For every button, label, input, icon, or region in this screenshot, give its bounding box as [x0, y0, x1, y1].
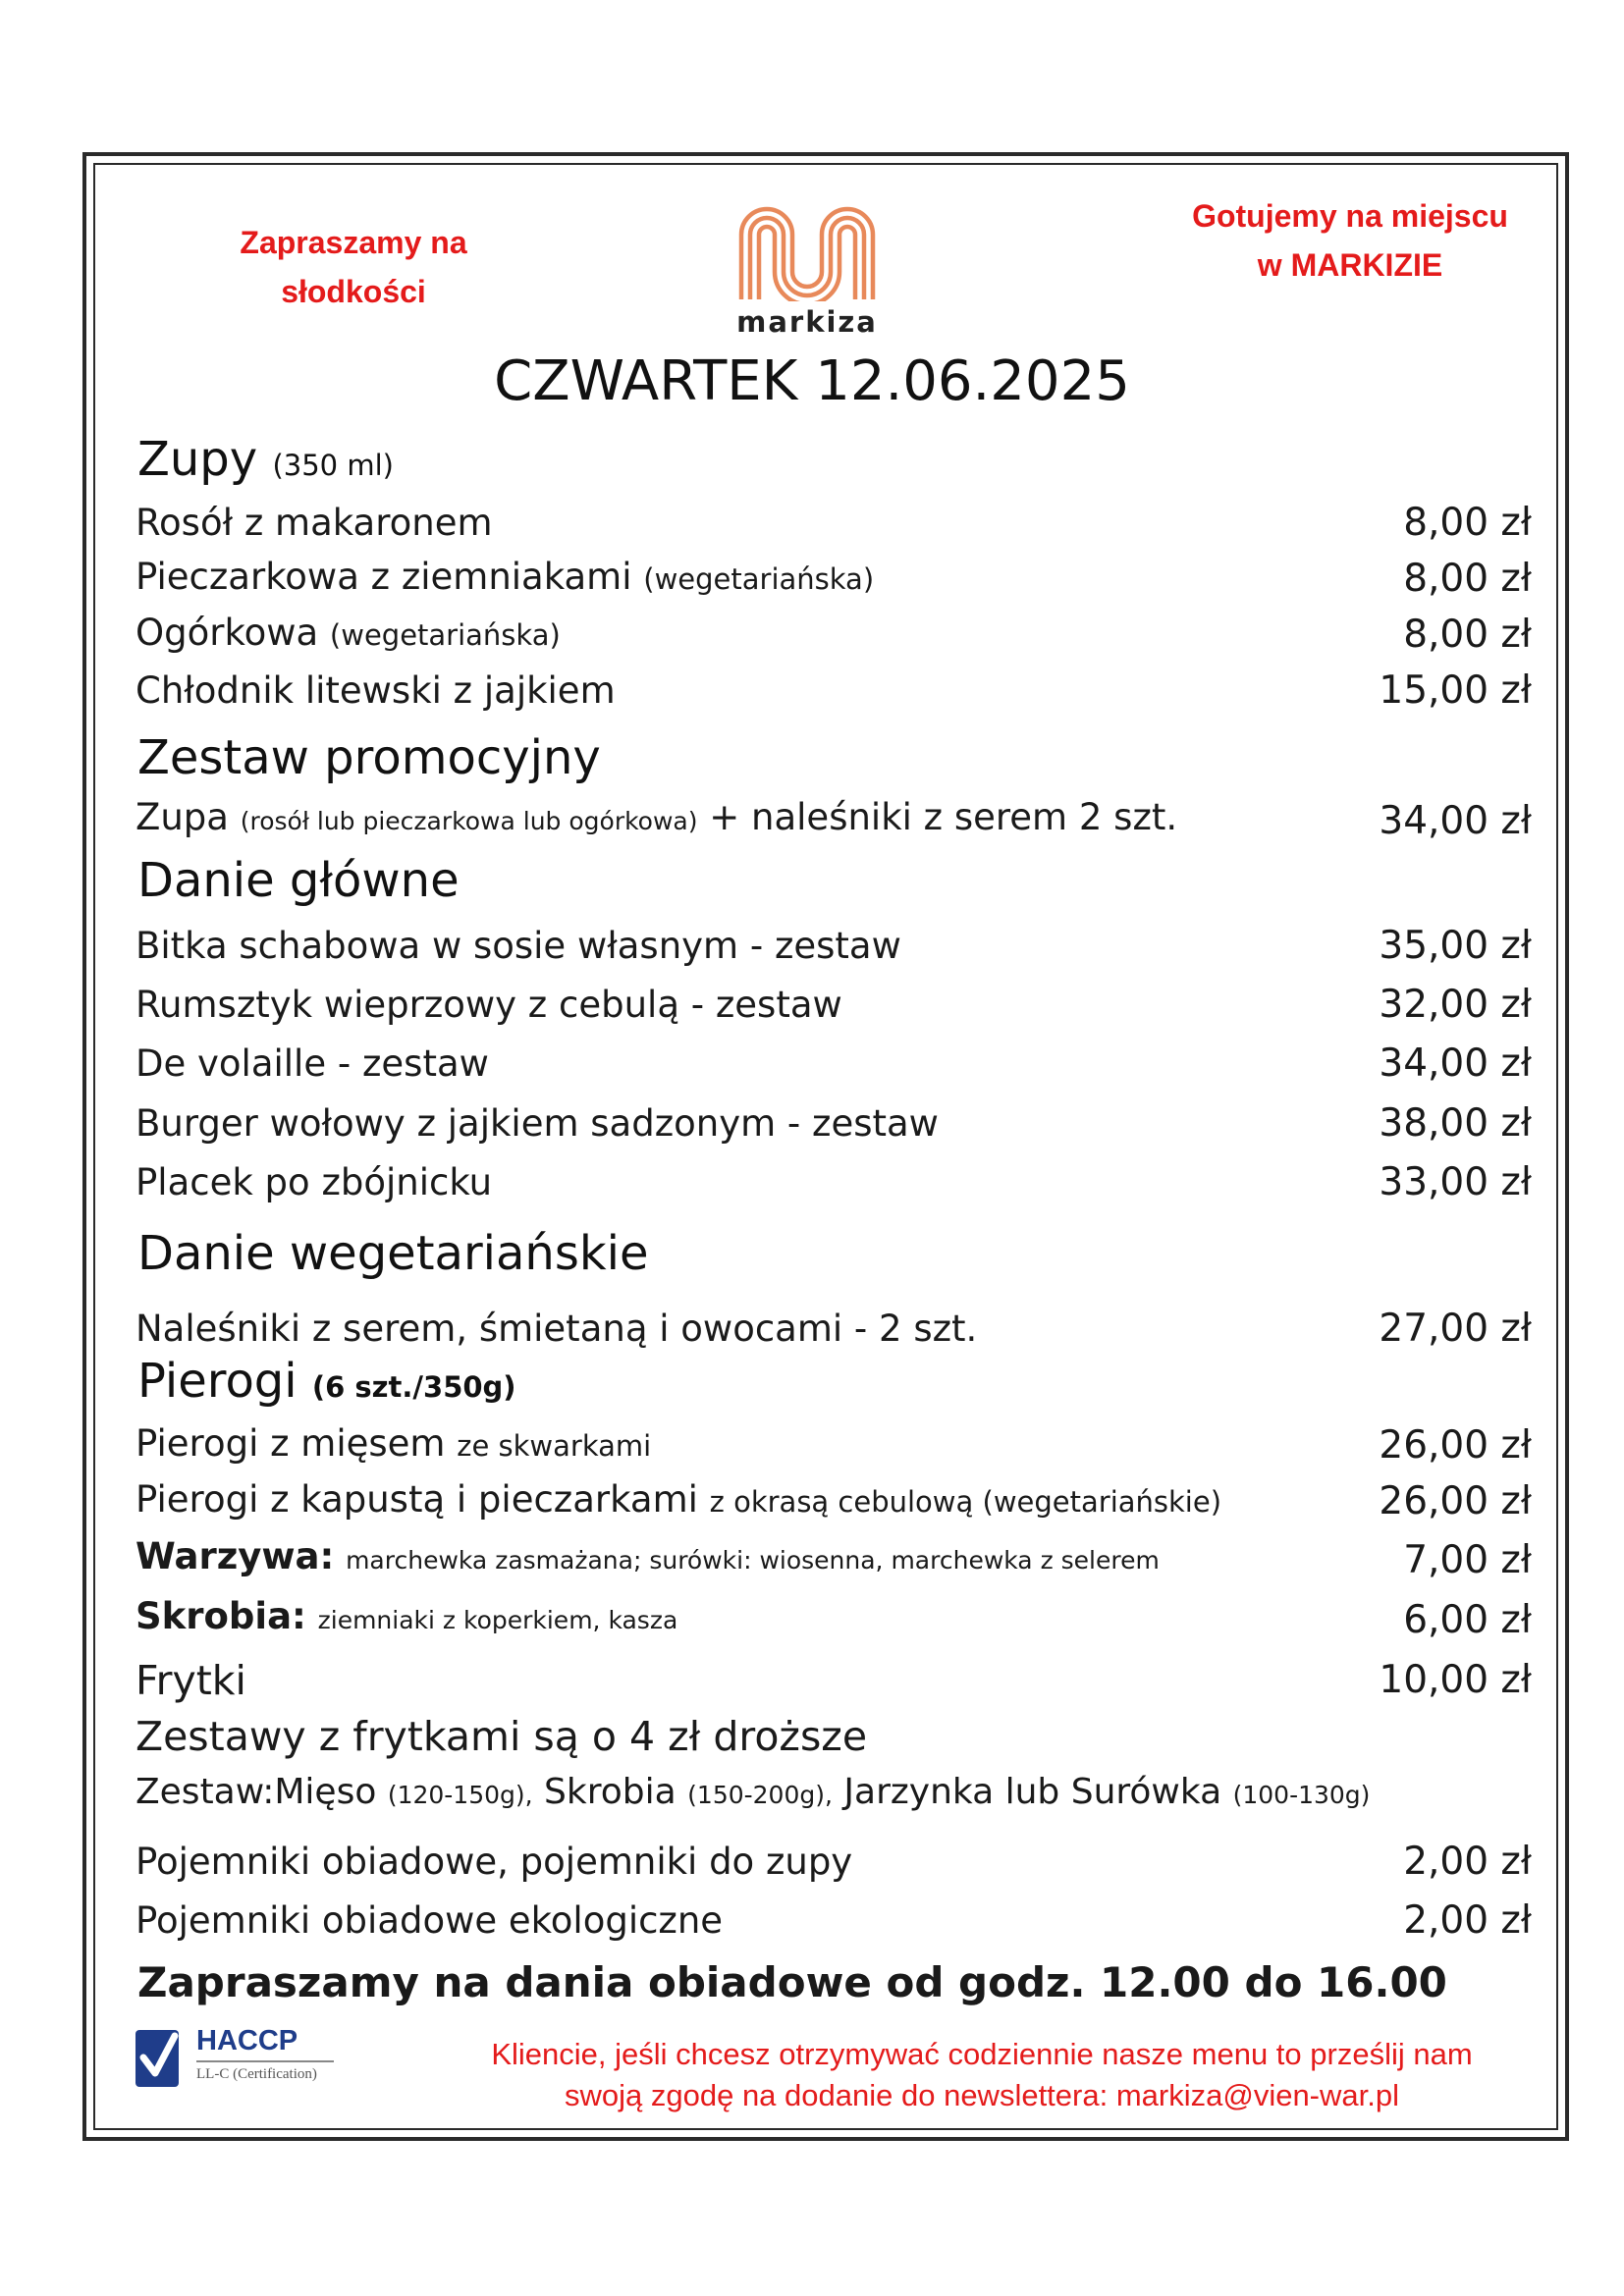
soups-note: (350 ml): [272, 449, 394, 482]
opening-hours: Zapraszamy na dania obiadowe od godz. 12.00 do 16.00: [137, 1958, 1447, 2006]
menu-item-price: 15,00 zł: [1379, 668, 1532, 713]
menu-item: [135, 970, 1532, 1029]
menu-item-name: Frytki: [135, 1657, 246, 1704]
section-title-pierogi: [137, 1352, 516, 1416]
menu-item-name: Pierogi z mięsem: [135, 1422, 446, 1465]
set-composition-row: [135, 1760, 1532, 1819]
haccp-badge: [135, 2025, 342, 2094]
menu-item-name-wrap: [135, 610, 561, 659]
menu-item-name-wrap: [135, 794, 1177, 845]
newsletter-line-1: Kliencie, jeśli chcesz otrzymywać codziennie nasze menu to prześlij nam: [491, 2037, 1473, 2071]
menu-item-name: Pierogi z kapustą i pieczarkami: [135, 1478, 698, 1521]
set-meat-weight: (120-150g),: [387, 1781, 533, 1809]
set-starch: Skrobia: [544, 1772, 677, 1812]
menu-item-note: z okrasą cebulową (wegetariańskie): [709, 1485, 1222, 1519]
menu-item: [135, 600, 1532, 659]
menu-item-price: 26,00 zł: [1379, 1423, 1532, 1468]
menu-item-name-rest: + naleśniki z serem 2 szt.: [709, 796, 1178, 838]
cooking-promo-line-1: Gotujemy na miejscu: [1192, 198, 1508, 234]
menu-item-price: 33,00 zł: [1379, 1160, 1532, 1204]
cooking-promo: [1149, 191, 1551, 290]
menu-item-price: 8,00 zł: [1403, 613, 1532, 657]
menu-date: CZWARTEK 12.06.2025: [494, 349, 1130, 413]
menu-item: [135, 1089, 1532, 1148]
menu-item-name: Ogórkowa: [135, 612, 319, 654]
menu-item-name: Zupa: [135, 796, 229, 838]
sides-veg-label: Warzywa:: [135, 1535, 335, 1577]
menu-item: [135, 656, 1532, 715]
menu-item: [135, 911, 1532, 970]
menu-item-price: 34,00 zł: [1379, 1041, 1532, 1086]
menu-item-price: 32,00 zł: [1379, 983, 1532, 1027]
menu-item: [135, 786, 1532, 845]
menu-item-name-wrap: [135, 1476, 1221, 1525]
menu-item-name-wrap: [135, 554, 874, 603]
menu-item: [135, 1467, 1532, 1525]
sides-starch-text: ziemniaki z koperkiem, kasza: [317, 1606, 678, 1634]
markiza-logo: [729, 201, 886, 339]
haccp-title: HACCP: [196, 2025, 298, 2056]
section-title-mains: Danie główne: [137, 853, 460, 908]
set-starch-weight: (150-200g),: [687, 1781, 833, 1809]
menu-item-note: (wegetariańska): [643, 562, 875, 596]
menu-item-price: 38,00 zł: [1379, 1101, 1532, 1146]
menu-item: [135, 544, 1532, 603]
menu-item-price: 35,00 zł: [1379, 924, 1532, 968]
menu-item-name-wrap: [135, 1593, 677, 1644]
menu-item-name: Bitka schabowa w sosie własnym - zestaw: [135, 925, 901, 967]
sweets-promo-line-1: Zapraszamy na: [240, 225, 467, 260]
menu-item-name: Placek po zbójnicku: [135, 1161, 493, 1203]
menu-item-name-wrap: [135, 1420, 651, 1469]
pierogi-title: Pierogi: [137, 1354, 298, 1409]
sweets-promo: [196, 218, 511, 316]
menu-item-note: ze skwarkami: [457, 1429, 652, 1463]
section-title-soups: [137, 430, 394, 495]
menu-item-price: 8,00 zł: [1403, 501, 1532, 545]
menu-item-price: 34,00 zł: [1379, 799, 1532, 843]
menu-item: [135, 1411, 1532, 1469]
set-composition: [135, 1769, 1370, 1819]
menu-item-name: Pojemniki obiadowe, pojemniki do zupy: [135, 1841, 853, 1883]
menu-item-price: 8,00 zł: [1403, 557, 1532, 601]
set-meat: Mięso: [274, 1772, 377, 1812]
markiza-logo-icon: [733, 201, 881, 301]
pierogi-note: (6 szt./350g): [311, 1370, 516, 1404]
menu-item-name: Pojemniki obiadowe ekologiczne: [135, 1899, 724, 1942]
menu-item: [135, 1029, 1532, 1088]
menu-item-name: Chłodnik litewski z jajkiem: [135, 669, 616, 712]
menu-item: [135, 1645, 1532, 1704]
logo-text: markiza: [736, 305, 878, 339]
menu-item-price: 2,00 zł: [1403, 1898, 1532, 1943]
menu-item-name: Naleśniki z serem, śmietaną i owocami - 2 szt.: [135, 1308, 978, 1350]
menu-item-name: Rumsztyk wieprzowy z cebulą - zestaw: [135, 984, 842, 1026]
newsletter-note: [412, 2034, 1551, 2116]
menu-item: [135, 1585, 1532, 1644]
fries-note: Zestawy z frytkami są o 4 zł droższe: [135, 1713, 868, 1760]
menu-item-price: 26,00 zł: [1379, 1479, 1532, 1523]
haccp-divider: [196, 2060, 334, 2062]
soups-title: Zupy: [137, 432, 258, 487]
sides-veg-text: marchewka zasmażana; surówki: wiosenna, marchewka z selerem: [346, 1546, 1160, 1575]
menu-item-price: 27,00 zł: [1379, 1307, 1532, 1351]
menu-item: [135, 488, 1532, 547]
haccp-subtitle: LL-C (Certification): [196, 2066, 317, 2082]
haccp-check-icon: [135, 2030, 179, 2087]
section-title-promo: Zestaw promocyjny: [137, 730, 601, 785]
menu-item-price: 10,00 zł: [1379, 1658, 1532, 1702]
menu-item: [135, 1148, 1532, 1206]
menu-item-name: Rosół z makaronem: [135, 502, 493, 544]
menu-item-price: 7,00 zł: [1403, 1538, 1532, 1582]
menu-item-name: De volaille - zestaw: [135, 1042, 489, 1085]
menu-item-note: (rosół lub pieczarkowa lub ogórkowa): [240, 807, 698, 835]
fries-note-row: [135, 1701, 1532, 1760]
menu-item: [135, 1294, 1532, 1353]
menu-item-note: (wegetariańska): [329, 618, 561, 652]
menu-item-price: 2,00 zł: [1403, 1840, 1532, 1884]
newsletter-line-2[interactable]: swoją zgodę na dodanie do newslettera: markiza@vien-war.pl: [565, 2078, 1399, 2112]
section-title-vege: Danie wegetariańskie: [137, 1226, 649, 1281]
sweets-promo-line-2: słodkości: [281, 274, 426, 309]
set-label: Zestaw:: [135, 1772, 275, 1812]
menu-item: [135, 1886, 1532, 1945]
set-veg: Jarzynka lub Surówka: [843, 1772, 1222, 1812]
menu-item-name: Burger wołowy z jajkiem sadzonym - zestaw: [135, 1102, 939, 1145]
menu-item-name-wrap: [135, 1533, 1160, 1584]
menu-item: [135, 1827, 1532, 1886]
menu-item-name: Pieczarkowa z ziemniakami: [135, 556, 632, 598]
menu-item-price: 6,00 zł: [1403, 1598, 1532, 1642]
sides-starch-label: Skrobia:: [135, 1595, 306, 1637]
cooking-promo-line-2: w MARKIZIE: [1257, 247, 1443, 283]
set-veg-weight: (100-130g): [1232, 1781, 1371, 1809]
menu-item: [135, 1525, 1532, 1584]
